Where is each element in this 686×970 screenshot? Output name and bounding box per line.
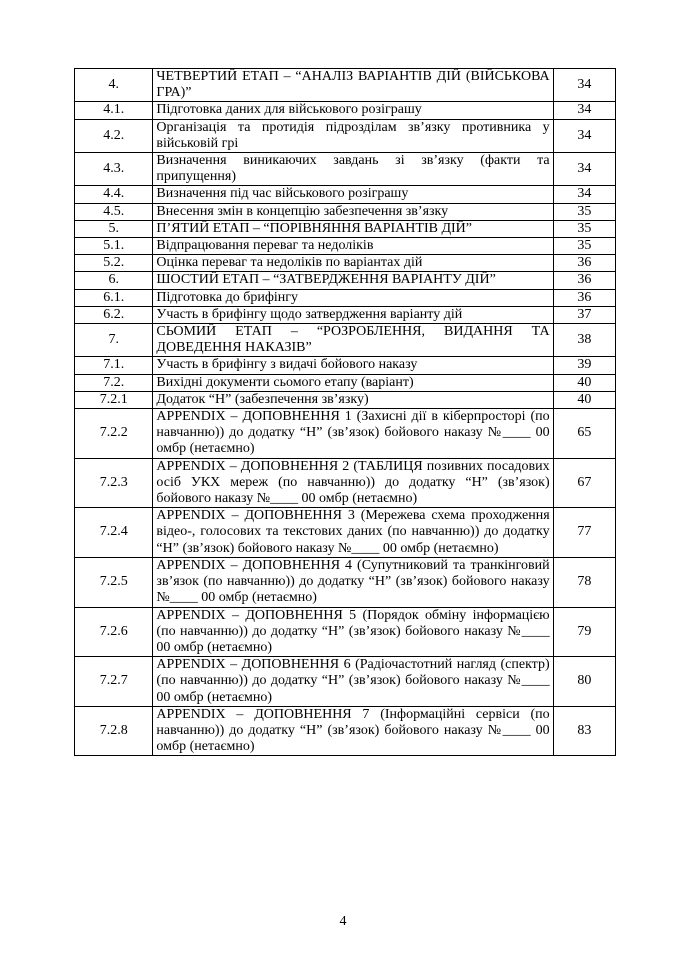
entry-title: APPENDIX – ДОПОВНЕННЯ 1 (Захисні дії в кіберпросторі (по навчанню)) до додатку “Н” (зв’язок) бойового наказу №____ 00 омбр (нетаємно) xyxy=(153,409,553,459)
entry-number: 4.1. xyxy=(75,102,153,119)
entry-number: 4. xyxy=(75,69,153,102)
entry-page: 67 xyxy=(553,458,615,508)
table-row xyxy=(75,357,616,374)
entry-title: СЬОМИЙ ЕТАП – “РОЗРОБЛЕННЯ, ВИДАННЯ ТА ДОВЕДЕННЯ НАКАЗІВ” xyxy=(153,324,553,357)
entry-title: Визначення під час військового розіграшу xyxy=(153,186,553,203)
table-row xyxy=(75,69,616,102)
entry-number: 7.1. xyxy=(75,357,153,374)
entry-title: Вихідні документи сьомого етапу (варіант) xyxy=(153,374,553,391)
entry-title: Підготовка до брифінгу xyxy=(153,289,553,306)
entry-title: Участь в брифінгу з видачі бойового наказу xyxy=(153,357,553,374)
entry-page: 40 xyxy=(553,391,615,408)
entry-number: 4.2. xyxy=(75,119,153,152)
entry-page: 34 xyxy=(553,69,615,102)
entry-title: APPENDIX – ДОПОВНЕННЯ 3 (Мережева схема проходження відео-, голосових та текстових даних (по навчанню)) до додатку “Н” (зв’язок) бойового наказу №____ 00 омбр (нетаємно) xyxy=(153,508,553,558)
entry-page: 34 xyxy=(553,153,615,186)
entry-page: 36 xyxy=(553,272,615,289)
entry-page: 80 xyxy=(553,657,615,707)
table-row xyxy=(75,153,616,186)
entry-title: П’ЯТИЙ ЕТАП – “ПОРІВНЯННЯ ВАРІАНТІВ ДІЙ” xyxy=(153,220,553,237)
entry-title: APPENDIX – ДОПОВНЕННЯ 4 (Супутниковий та транкінговий зв’язок (по навчанню)) до додатку “Н” (зв’язок) бойового наказу №____ 00 омбр (нетаємно) xyxy=(153,557,553,607)
entry-title: Внесення змін в концепцію забезпечення зв’язку xyxy=(153,203,553,220)
entry-number: 7.2.3 xyxy=(75,458,153,508)
entry-page: 34 xyxy=(553,119,615,152)
table-row xyxy=(75,186,616,203)
table-row xyxy=(75,255,616,272)
entry-title: Оцінка переваг та недоліків по варіантах дій xyxy=(153,255,553,272)
table-row xyxy=(75,557,616,607)
table-row xyxy=(75,458,616,508)
entry-title: Визначення виникаючих завдань зі зв’язку (факти та припущення) xyxy=(153,153,553,186)
table-row xyxy=(75,706,616,756)
entry-page: 78 xyxy=(553,557,615,607)
entry-number: 7.2.2 xyxy=(75,409,153,459)
table-of-contents xyxy=(74,68,616,756)
table-row xyxy=(75,238,616,255)
entry-page: 34 xyxy=(553,186,615,203)
entry-page: 83 xyxy=(553,706,615,756)
table-row xyxy=(75,508,616,558)
entry-page: 37 xyxy=(553,306,615,323)
entry-page: 35 xyxy=(553,203,615,220)
table-row xyxy=(75,607,616,657)
table-row xyxy=(75,220,616,237)
entry-number: 6.2. xyxy=(75,306,153,323)
table-row xyxy=(75,306,616,323)
entry-number: 7.2.7 xyxy=(75,657,153,707)
entry-title: Додаток “Н” (забезпечення зв’язку) xyxy=(153,391,553,408)
entry-page: 35 xyxy=(553,238,615,255)
entry-title: Відпрацювання переваг та недоліків xyxy=(153,238,553,255)
entry-title: APPENDIX – ДОПОВНЕННЯ 2 (ТАБЛИЦЯ позивних посадових осіб УКХ мереж (по навчанню)) до додатку “Н” (зв’язок) бойового наказу №____ 00 омбр (нетаємно) xyxy=(153,458,553,508)
entry-number: 7.2.6 xyxy=(75,607,153,657)
entry-page: 77 xyxy=(553,508,615,558)
entry-number: 7. xyxy=(75,324,153,357)
table-row xyxy=(75,119,616,152)
entry-number: 6.1. xyxy=(75,289,153,306)
entry-page: 39 xyxy=(553,357,615,374)
table-row xyxy=(75,272,616,289)
entry-number: 5.1. xyxy=(75,238,153,255)
toc-body xyxy=(75,69,616,756)
entry-title: Участь в брифінгу щодо затвердження варіанту дій xyxy=(153,306,553,323)
table-row xyxy=(75,203,616,220)
entry-title: Підготовка даних для військового розіграшу xyxy=(153,102,553,119)
table-row xyxy=(75,409,616,459)
entry-number: 4.5. xyxy=(75,203,153,220)
entry-number: 7.2.1 xyxy=(75,391,153,408)
table-row xyxy=(75,391,616,408)
entry-title: APPENDIX – ДОПОВНЕННЯ 5 (Порядок обміну інформацією (по навчанню)) до додатку “Н” (зв’язок) бойового наказу №____ 00 омбр (нетаємно) xyxy=(153,607,553,657)
entry-page: 40 xyxy=(553,374,615,391)
entry-page: 36 xyxy=(553,289,615,306)
entry-title: ЧЕТВЕРТИЙ ЕТАП – “АНАЛІЗ ВАРІАНТІВ ДІЙ (ВІЙСЬКОВА ГРА)” xyxy=(153,69,553,102)
entry-number: 6. xyxy=(75,272,153,289)
entry-title: ШОСТИЙ ЕТАП – “ЗАТВЕРДЖЕННЯ ВАРІАНТУ ДІЙ” xyxy=(153,272,553,289)
table-row xyxy=(75,324,616,357)
entry-page: 38 xyxy=(553,324,615,357)
entry-page: 35 xyxy=(553,220,615,237)
entry-title: APPENDIX – ДОПОВНЕННЯ 7 (Інформаційні сервіси (по навчанню)) до додатку “Н” (зв’язок) бойового наказу №____ 00 омбр (нетаємно) xyxy=(153,706,553,756)
entry-number: 7.2.5 xyxy=(75,557,153,607)
table-row xyxy=(75,289,616,306)
table-row xyxy=(75,102,616,119)
page-number: 4 xyxy=(339,914,347,929)
entry-title: APPENDIX – ДОПОВНЕННЯ 6 (Радіочастотний нагляд (спектр) (по навчанню)) до додатку “Н” (зв’язок) бойового наказу №____ 00 омбр (нетаємно) xyxy=(153,657,553,707)
entry-number: 4.3. xyxy=(75,153,153,186)
entry-page: 34 xyxy=(553,102,615,119)
table-row xyxy=(75,374,616,391)
entry-page: 36 xyxy=(553,255,615,272)
table-row xyxy=(75,657,616,707)
entry-number: 7.2.4 xyxy=(75,508,153,558)
entry-page: 79 xyxy=(553,607,615,657)
entry-page: 65 xyxy=(553,409,615,459)
entry-number: 7.2. xyxy=(75,374,153,391)
entry-number: 5. xyxy=(75,220,153,237)
entry-number: 4.4. xyxy=(75,186,153,203)
entry-title: Організація та протидія підрозділам зв’язку противника у військовій грі xyxy=(153,119,553,152)
entry-number: 7.2.8 xyxy=(75,706,153,756)
entry-number: 5.2. xyxy=(75,255,153,272)
